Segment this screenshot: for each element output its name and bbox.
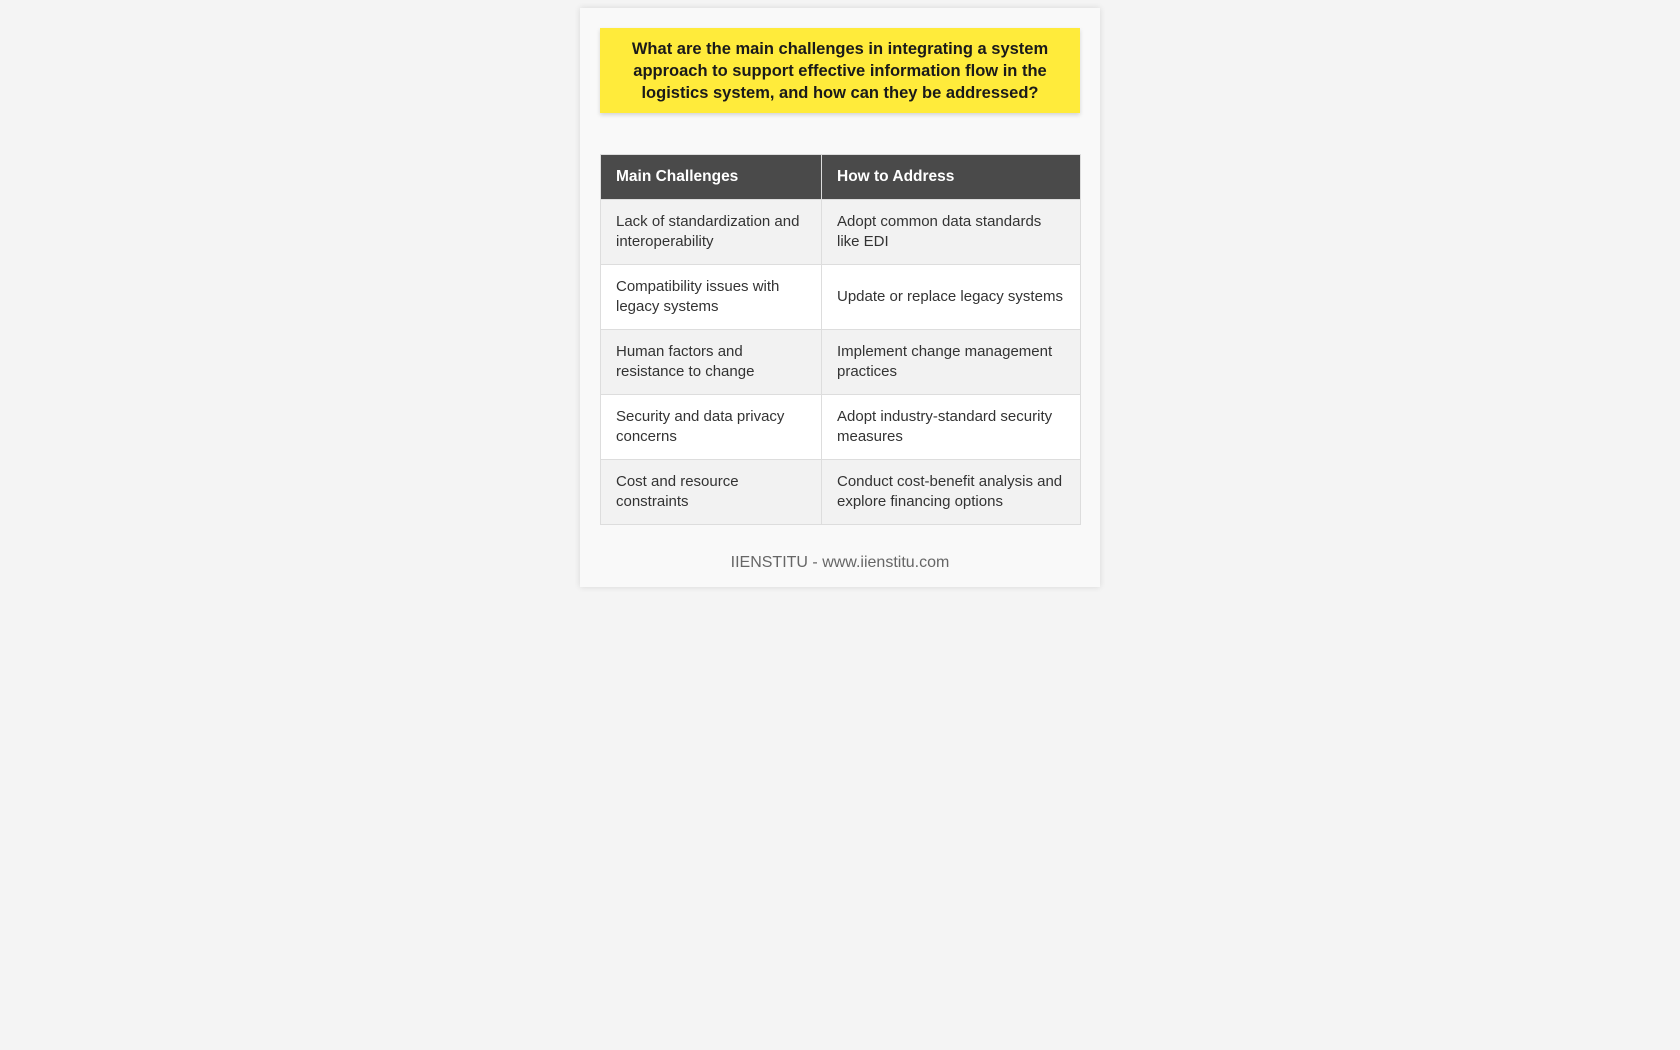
table-row (601, 460, 1081, 525)
challenge-cell: Security and data privacy concerns (601, 395, 822, 460)
table-row (601, 395, 1081, 460)
challenge-cell: Lack of standardization and interoperability (601, 200, 822, 265)
solution-cell: Adopt industry-standard security measures (822, 395, 1081, 460)
footer-credit: IIENSTITU - www.iienstitu.com (730, 554, 950, 571)
solution-cell: Implement change management practices (822, 330, 1081, 395)
table-header (601, 155, 1081, 200)
challenge-cell: Cost and resource constraints (601, 460, 822, 525)
column-header-address: How to Address (822, 155, 1081, 200)
challenge-cell: Compatibility issues with legacy systems (601, 265, 822, 330)
column-header-challenges: Main Challenges (601, 155, 822, 200)
table-header-row (601, 155, 1081, 200)
table-row (601, 200, 1081, 265)
solution-cell: Update or replace legacy systems (822, 265, 1081, 330)
content-card (580, 8, 1100, 587)
solution-cell: Adopt common data standards like EDI (822, 200, 1081, 265)
challenges-table (600, 154, 1081, 525)
table-row (601, 265, 1081, 330)
table-body (601, 200, 1081, 525)
question-banner: What are the main challenges in integrating a system approach to support effective information flow in the logistics system, and how can they be addressed? (600, 28, 1080, 113)
challenge-cell: Human factors and resistance to change (601, 330, 822, 395)
table-row (601, 330, 1081, 395)
solution-cell: Conduct cost-benefit analysis and explore financing options (822, 460, 1081, 525)
